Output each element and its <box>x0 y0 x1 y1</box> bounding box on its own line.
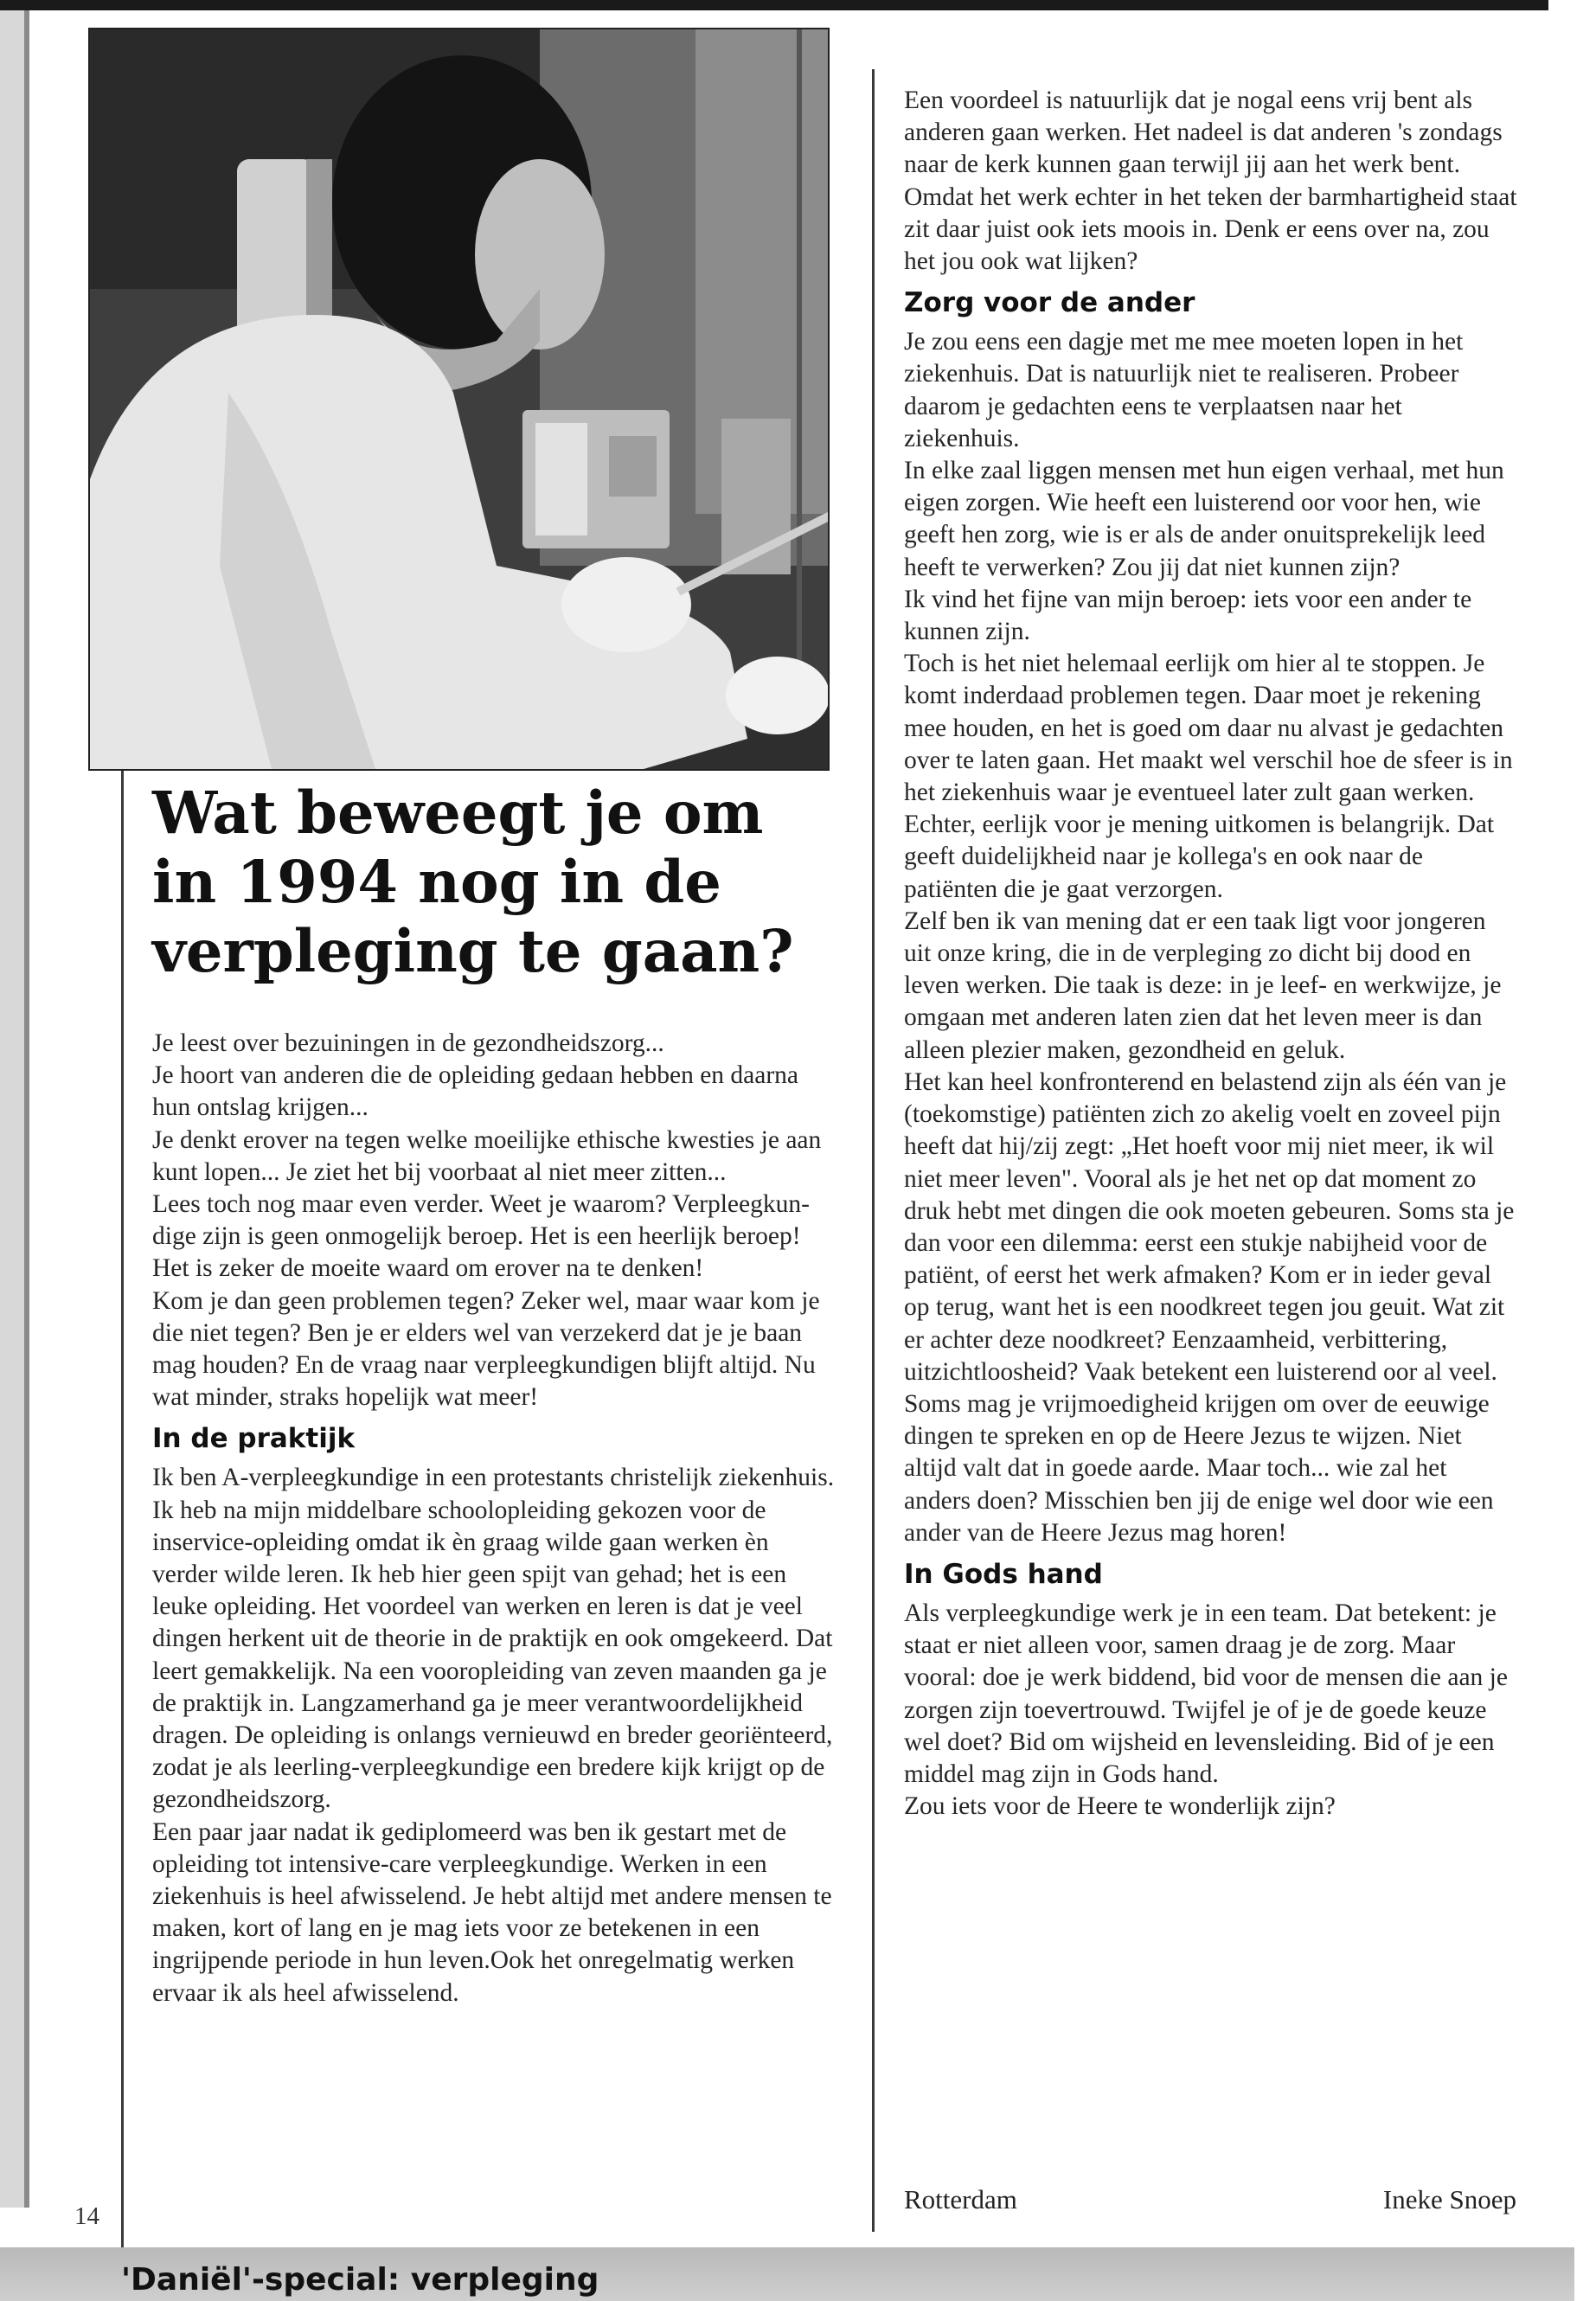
signoff-place: Rotterdam <box>904 2184 1017 2214</box>
signoff-author: Ineke Snoep <box>1382 2184 1516 2214</box>
body-paragraph: Een voordeel is natuurlijk dat je nogal eens vrij bent als anderen gaan werken. Het nadeel is dat anderen 's zondags naar de kerk kunnen gaan terwijl jij aan het werk bent. Omdat het werk echter in het teken der barmhartigheid staat zit daar juist ook iets moois in. Denk er eens over na, zou het jou ook wat lijken? <box>904 87 1517 276</box>
right-column <box>904 85 1518 1823</box>
intro-paragraph: Je hoort van anderen die de opleiding gedaan hebben en daarna hun ontslag krijgen... <box>152 1061 799 1122</box>
intro-paragraph: Je leest over bezuiningen in de gezondheidszorg... <box>152 1029 664 1057</box>
body-paragraph: Als verpleegkundige werk je in een team. Dat betekent: je staat er niet alleen voor, samen draag je de zorg. Maar vooral: doe je werk biddend, bid voor de mensen die aan je zorgen zijn toevertrouwd. Twijfel je of je de goede keuze wel doet? Bid om wijsheid en levensleiding. Bid of je een middel mag zijn in Gods hand. <box>904 1599 1508 1788</box>
body-paragraph: Toch is het niet helemaal eerlijk om hier al te stoppen. Je komt inderdaad problemen tegen. Daar moet je rekening mee houden, en het is goed om daar nu alvast je gedachten over te laten gaan. Het maakt wel verschil hoe de sfeer is in het ziekenhuis waar je eventueel later zult gaan werken. Echter, eerlijk voor je mening uitkomen is belangrijk. Dat geeft duidelijkheid naar je kollega's en ook naar de patiënten die je gaat verzorgen. <box>904 650 1513 903</box>
body-paragraph: Een paar jaar nadat ik gediplomeerd was ben ik gestart met de opleiding tot intensive-care verpleegkundige. Werken in een ziekenhuis is heel afwisselend. Je hebt altijd met andere mensen te maken, kort of lang en je mag iets voor ze betekenen in een ingrijpende periode in hun leven.Ook het onregelmatig werken ervaar ik als heel afwisselend. <box>152 1817 832 2007</box>
left-column <box>152 1028 837 2009</box>
article-headline: Wat beweegt je om in 1994 nog in de verpleging te gaan? <box>152 779 794 985</box>
subheading-praktijk: In de praktijk <box>152 1423 356 1455</box>
article-photo <box>88 28 830 771</box>
page-number: 14 <box>74 2202 99 2230</box>
body-paragraph: Zou iets voor de Heere te wonderlijk zijn? <box>904 1792 1336 1821</box>
column-divider <box>872 69 875 2232</box>
binding-edge <box>0 10 24 2208</box>
signoff <box>904 2183 1516 2216</box>
subheading-gods-hand: In Gods hand <box>904 1558 1103 1590</box>
body-paragraph: Het kan heel konfronterend en belastend zijn als één van je (toekomstige) patiënten zich zo akelig voelt en zoveel pijn heeft dat hij/zij zegt: „Het hoeft voor mij niet meer, ik wil niet meer leven". Vooral als je het net op dat moment zo druk hebt met dingen die ook moeten gebeuren. Soms sta je dan voor een dilemma: eerst een stukje nabijheid voor de patiënt, of eerst het werk afmaken? Kom er in ieder geval op terug, want het is een noodkreet tegen jou geuit. Wat zit er achter deze noodkreet? Eenzaamheid, verbittering, uitzichtloosheid? Vaak betekent een luisterend oor al veel. Soms mag je vrijmoedigheid krijgen om over de eeuwige dingen te spreken en op de Heere Jezus te wijzen. Niet altijd valt dat in goede aarde. Maar toch... wie zal het anders doen? Misschien ben jij de enige wel door wie een ander van de Heere Jezus mag horen! <box>904 1067 1515 1547</box>
footer-label: 'Daniël'-special: verpleging <box>121 2262 599 2298</box>
body-paragraph: Ik ben A-verpleegkundige in een protestants christelijk ziekenhuis. Ik heb na mijn middelbare schoolopleiding gekozen voor de inservice-opleiding omdat ik èn graag wilde gaan werken èn verder wilde leren. Ik heb hier geen spijt van gehad; het is een leuke opleiding. Het voordeel van werken en leren is dat je veel dingen herkent uit de theorie in de praktijk en ook omgekeerd. Dat leert gemakkelijk. Na een vooropleiding van zeven maanden ga je de praktijk in. Langzamerhand ga je meer verantwoordelijkheid dragen. De opleiding is onlangs vernieuwd en breder georiënteerd, zodat je als leerling-verpleegkundige een bredere kijk krijgt op de gezondheidszorg. <box>152 1464 835 1814</box>
body-paragraph: Zelf ben ik van mening dat er een taak ligt voor jongeren uit onze kring, die in de verpleging zo dicht bij dood en leven werken. Die taak is deze: in je leef- en werkwijze, je omgaan met anderen laten zien dat het leven meer is dan alleen plezier maken, gezondheid en geluk. <box>904 907 1502 1064</box>
intro-paragraph: Kom je dan geen problemen tegen? Zeker wel, maar waar kom je die niet tegen? Ben je er elders wel van verzekerd dat je je baan mag houden? En de vraag naar verpleegkundigen blijft altijd. Nu wat minder, straks hopelijk wat meer! <box>152 1286 820 1412</box>
body-paragraph: Je zou eens een dagje met me mee moeten lopen in het ziekenhuis. Dat is natuurlijk niet te realiseren. Probeer daarom je gedachten eens te verplaatsen naar het ziekenhuis. <box>904 328 1464 452</box>
subheading-zorg: Zorg voor de ander <box>904 287 1195 319</box>
body-paragraph: Ik vind het fijne van mijn beroep: iets voor een ander te kunnen zijn. <box>904 585 1472 646</box>
nurse-photo-icon <box>90 29 828 769</box>
top-edge-bar <box>0 0 1548 10</box>
body-paragraph: In elke zaal liggen mensen met hun eigen verhaal, met hun eigen zorgen. Wie heeft een luisterend oor voor hen, wie geeft hen zorg, wie is er als de ander onuitsprekelijk leed heeft te verwerken? Zou jij dat niet kunnen zijn? <box>904 457 1504 581</box>
binding-edge-shadow <box>24 10 29 2208</box>
intro-paragraph: Lees toch nog maar even verder. Weet je waarom? Verpleegkun-dige zijn is geen onmogelijk beroep. Het is een heerlijk beroep! Het is zeker de moeite waard om erover na te denken! <box>152 1190 810 1283</box>
intro-paragraph: Je denkt erover na tegen welke moeilijke ethische kwesties je aan kunt lopen... Je ziet het bij voorbaat al niet meer zitten... <box>152 1125 822 1186</box>
